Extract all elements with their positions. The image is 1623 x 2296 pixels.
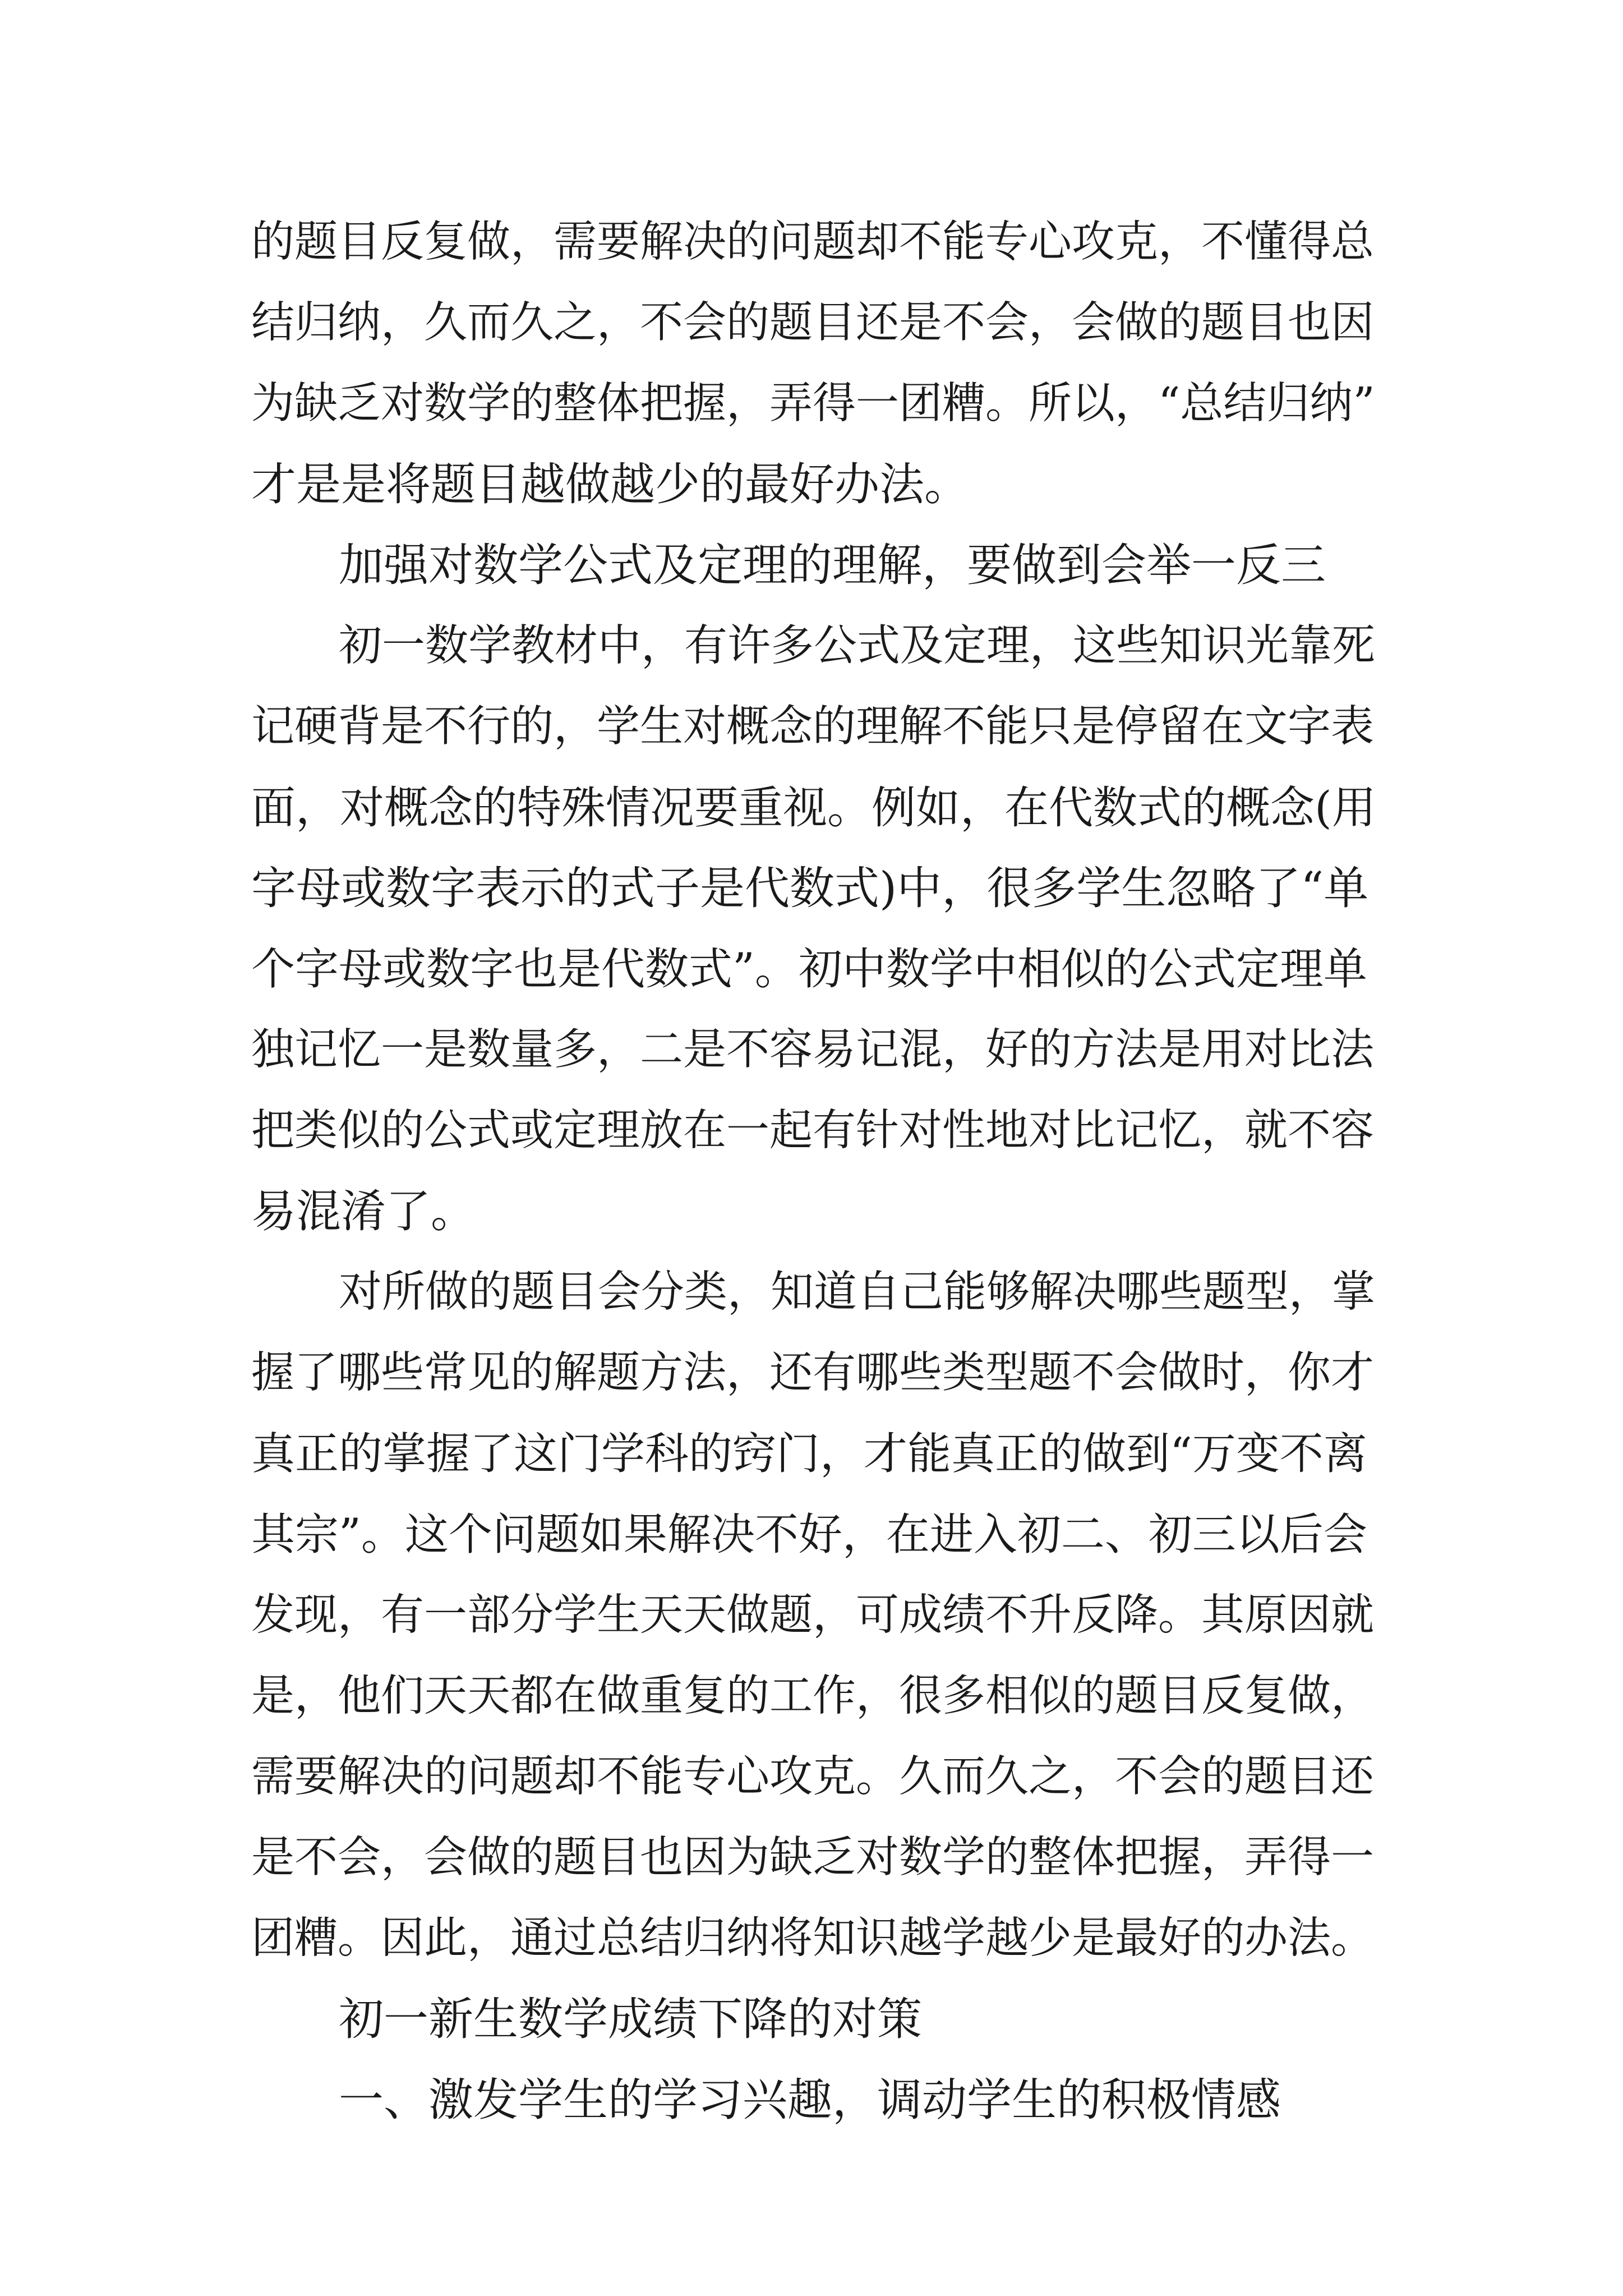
text-line: 易混淆了。 <box>251 1185 476 1237</box>
text-line: 为缺乏对数学的整体把握，弄得一团糟。所以，“总结归纳” <box>251 379 1375 429</box>
text-line: 的题目反复做，需要解决的问题却不能专心攻克，不懂得总 <box>251 217 1374 267</box>
document-body <box>251 202 1378 2141</box>
paragraph-first-line: 一、激发学生的学习兴趣，调动学生的积极情感 <box>339 2074 1281 2126</box>
paragraph-first-line: 加强对数学公式及定理的理解，要做到会举一反三 <box>339 539 1326 591</box>
text-line: 独记忆一是数量多，二是不容易记混，好的方法是用对比法 <box>251 1025 1374 1075</box>
text-line: 握了哪些常见的解题方法，还有哪些类型题不会做时，你才 <box>251 1348 1374 1398</box>
text-line: 其宗”。这个问题如果解决不好，在进入初二、初三以后会 <box>251 1510 1367 1560</box>
text-line: 发现，有一部分学生天天做题，可成绩不升反降。其原因就 <box>251 1590 1374 1640</box>
paragraph-first-line: 初一数学教材中，有许多公式及定理，这些知识光靠死 <box>339 621 1375 671</box>
text-line: 记硬背是不行的，学生对概念的理解不能只是停留在文字表 <box>251 702 1374 752</box>
text-line: 才是是将题目越做越少的最好办法。 <box>251 458 969 510</box>
text-line: 面，对概念的特殊情况要重视。例如，在代数式的概念(用 <box>251 782 1376 834</box>
text-line: 把类似的公式或定理放在一起有针对性地对比记忆，就不容 <box>251 1106 1374 1156</box>
text-line: 团糟。因此，通过总结归纳将知识越学越少是最好的办法。 <box>251 1913 1374 1963</box>
text-line: 结归纳，久而久之，不会的题目还是不会，会做的题目也因 <box>251 298 1374 348</box>
text-line: 字母或数字表示的式子是代数式)中，很多学生忽略了“单 <box>251 862 1369 914</box>
text-line: 个字母或数字也是代数式”。初中数学中相似的公式定理单 <box>251 944 1367 995</box>
text-line: 真正的掌握了这门学科的窍门，才能真正的做到“万变不离 <box>251 1429 1367 1479</box>
text-line: 需要解决的问题却不能专心攻克。久而久之，不会的题目还 <box>251 1752 1374 1802</box>
paragraph-first-line: 对所做的题目会分类，知道自己能够解决哪些题型，掌 <box>339 1267 1375 1317</box>
text-line: 是不会，会做的题目也因为缺乏对数学的整体把握，弄得一 <box>251 1833 1374 1883</box>
text-line: 是，他们天天都在做重复的工作，很多相似的题目反复做， <box>251 1671 1374 1721</box>
paragraph-first-line: 初一新生数学成绩下降的对策 <box>339 1993 922 2045</box>
